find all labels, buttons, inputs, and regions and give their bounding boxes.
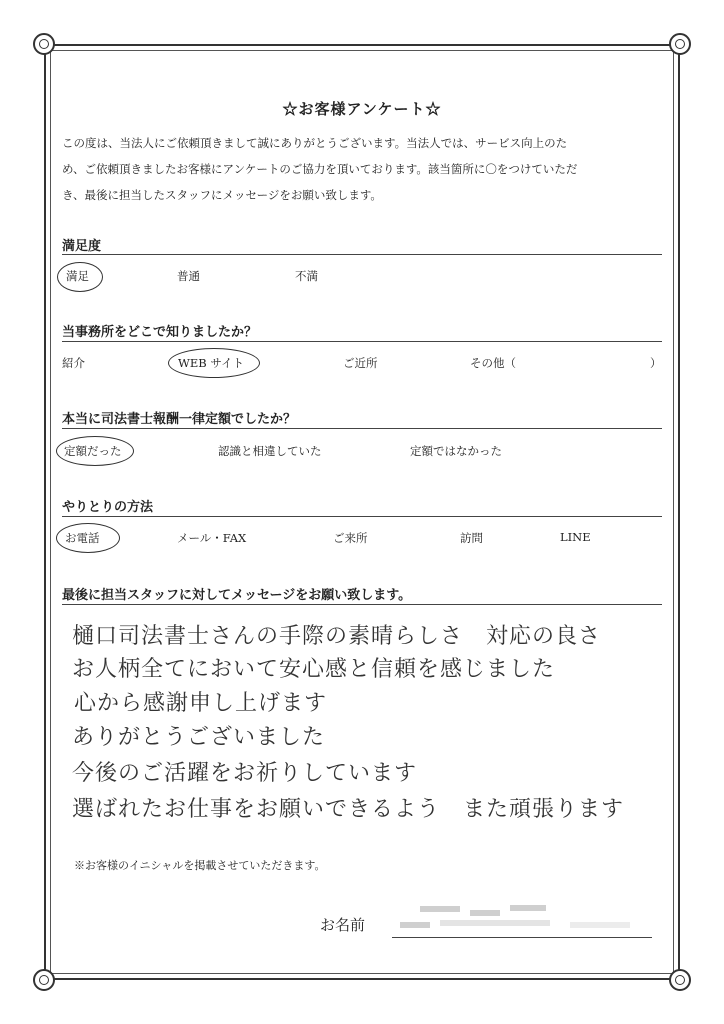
corner-ornament-top-right (669, 33, 691, 55)
flat-fee-heading: 本当に司法書士報酬一律定額でしたか？ (62, 412, 297, 427)
redacted-name (420, 906, 460, 912)
option-visit-office[interactable]: ご来所 (333, 531, 368, 545)
option-not-flat[interactable]: 定額ではなかった (410, 444, 502, 458)
corner-ornament-bottom-right (669, 969, 691, 991)
name-label: お名前 (320, 916, 366, 934)
handwritten-line: 心から感謝申し上げます (74, 691, 328, 716)
corner-ornament-bottom-left (33, 969, 55, 991)
section-divider (62, 428, 662, 429)
intro-line: き、最後に担当したスタッフにメッセージをお願い致します。 (62, 188, 382, 202)
redacted-name (440, 920, 550, 926)
intro-text (62, 130, 664, 208)
redacted-name (400, 922, 430, 928)
option-neighborhood[interactable]: ご近所 (343, 356, 378, 370)
option-line[interactable]: LINE (560, 530, 591, 544)
survey-title: ☆お客様アンケート☆ (282, 100, 442, 118)
handwritten-line: ありがとうございました (72, 725, 326, 750)
contact-method-heading: やりとりの方法 (62, 500, 154, 515)
redacted-name (470, 910, 500, 916)
option-unsatisfied[interactable]: 不満 (295, 269, 318, 283)
option-other[interactable]: その他（ (470, 356, 516, 370)
option-neutral[interactable]: 普通 (177, 269, 200, 283)
section-divider (62, 516, 662, 517)
option-flat-fee[interactable]: 定額だった (64, 444, 122, 458)
option-mail-fax[interactable]: メール・FAX (177, 531, 247, 545)
section-divider (62, 341, 662, 342)
name-underline[interactable] (392, 937, 652, 938)
satisfaction-heading: 満足度 (62, 239, 102, 254)
option-satisfied[interactable]: 満足 (66, 269, 89, 283)
intro-line: この度は、当法人にご依頼頂きまして誠にありがとうございます。当法人では、サービス向上のた (62, 136, 568, 150)
option-phone[interactable]: お電話 (65, 531, 100, 545)
option-website[interactable]: WEB サイト (178, 356, 245, 370)
section-divider (62, 604, 662, 605)
section-divider (62, 254, 662, 255)
handwritten-line: 今後のご活躍をお祈りしています (72, 761, 418, 786)
redacted-name (570, 922, 630, 928)
handwritten-line: 選ばれたお仕事をお願いできるよう また頑張ります (72, 797, 625, 822)
option-referral[interactable]: 紹介 (62, 356, 85, 370)
message-heading: 最後に担当スタッフに対してメッセージをお願い致します。 (62, 588, 412, 603)
handwritten-line: 樋口司法書士さんの手際の素晴らしさ 対応の良さ (72, 624, 602, 649)
option-differed[interactable]: 認識と相違していた (218, 444, 322, 458)
source-heading: 当事務所をどこで知りましたか？ (62, 325, 258, 340)
option-other-close: ） (650, 356, 662, 370)
corner-ornament-top-left (33, 33, 55, 55)
initials-note: ※お客様のイニシャルを掲載させていただきます。 (74, 859, 326, 872)
option-home-visit[interactable]: 訪問 (460, 531, 483, 545)
handwritten-line: お人柄全てにおいて安心感と信頼を感じました (72, 657, 556, 682)
intro-line: め、ご依頼頂きましたお客様にアンケートのご協力を頂いております。該当箇所に〇をつけていただ (62, 162, 578, 176)
redacted-name (510, 905, 546, 911)
